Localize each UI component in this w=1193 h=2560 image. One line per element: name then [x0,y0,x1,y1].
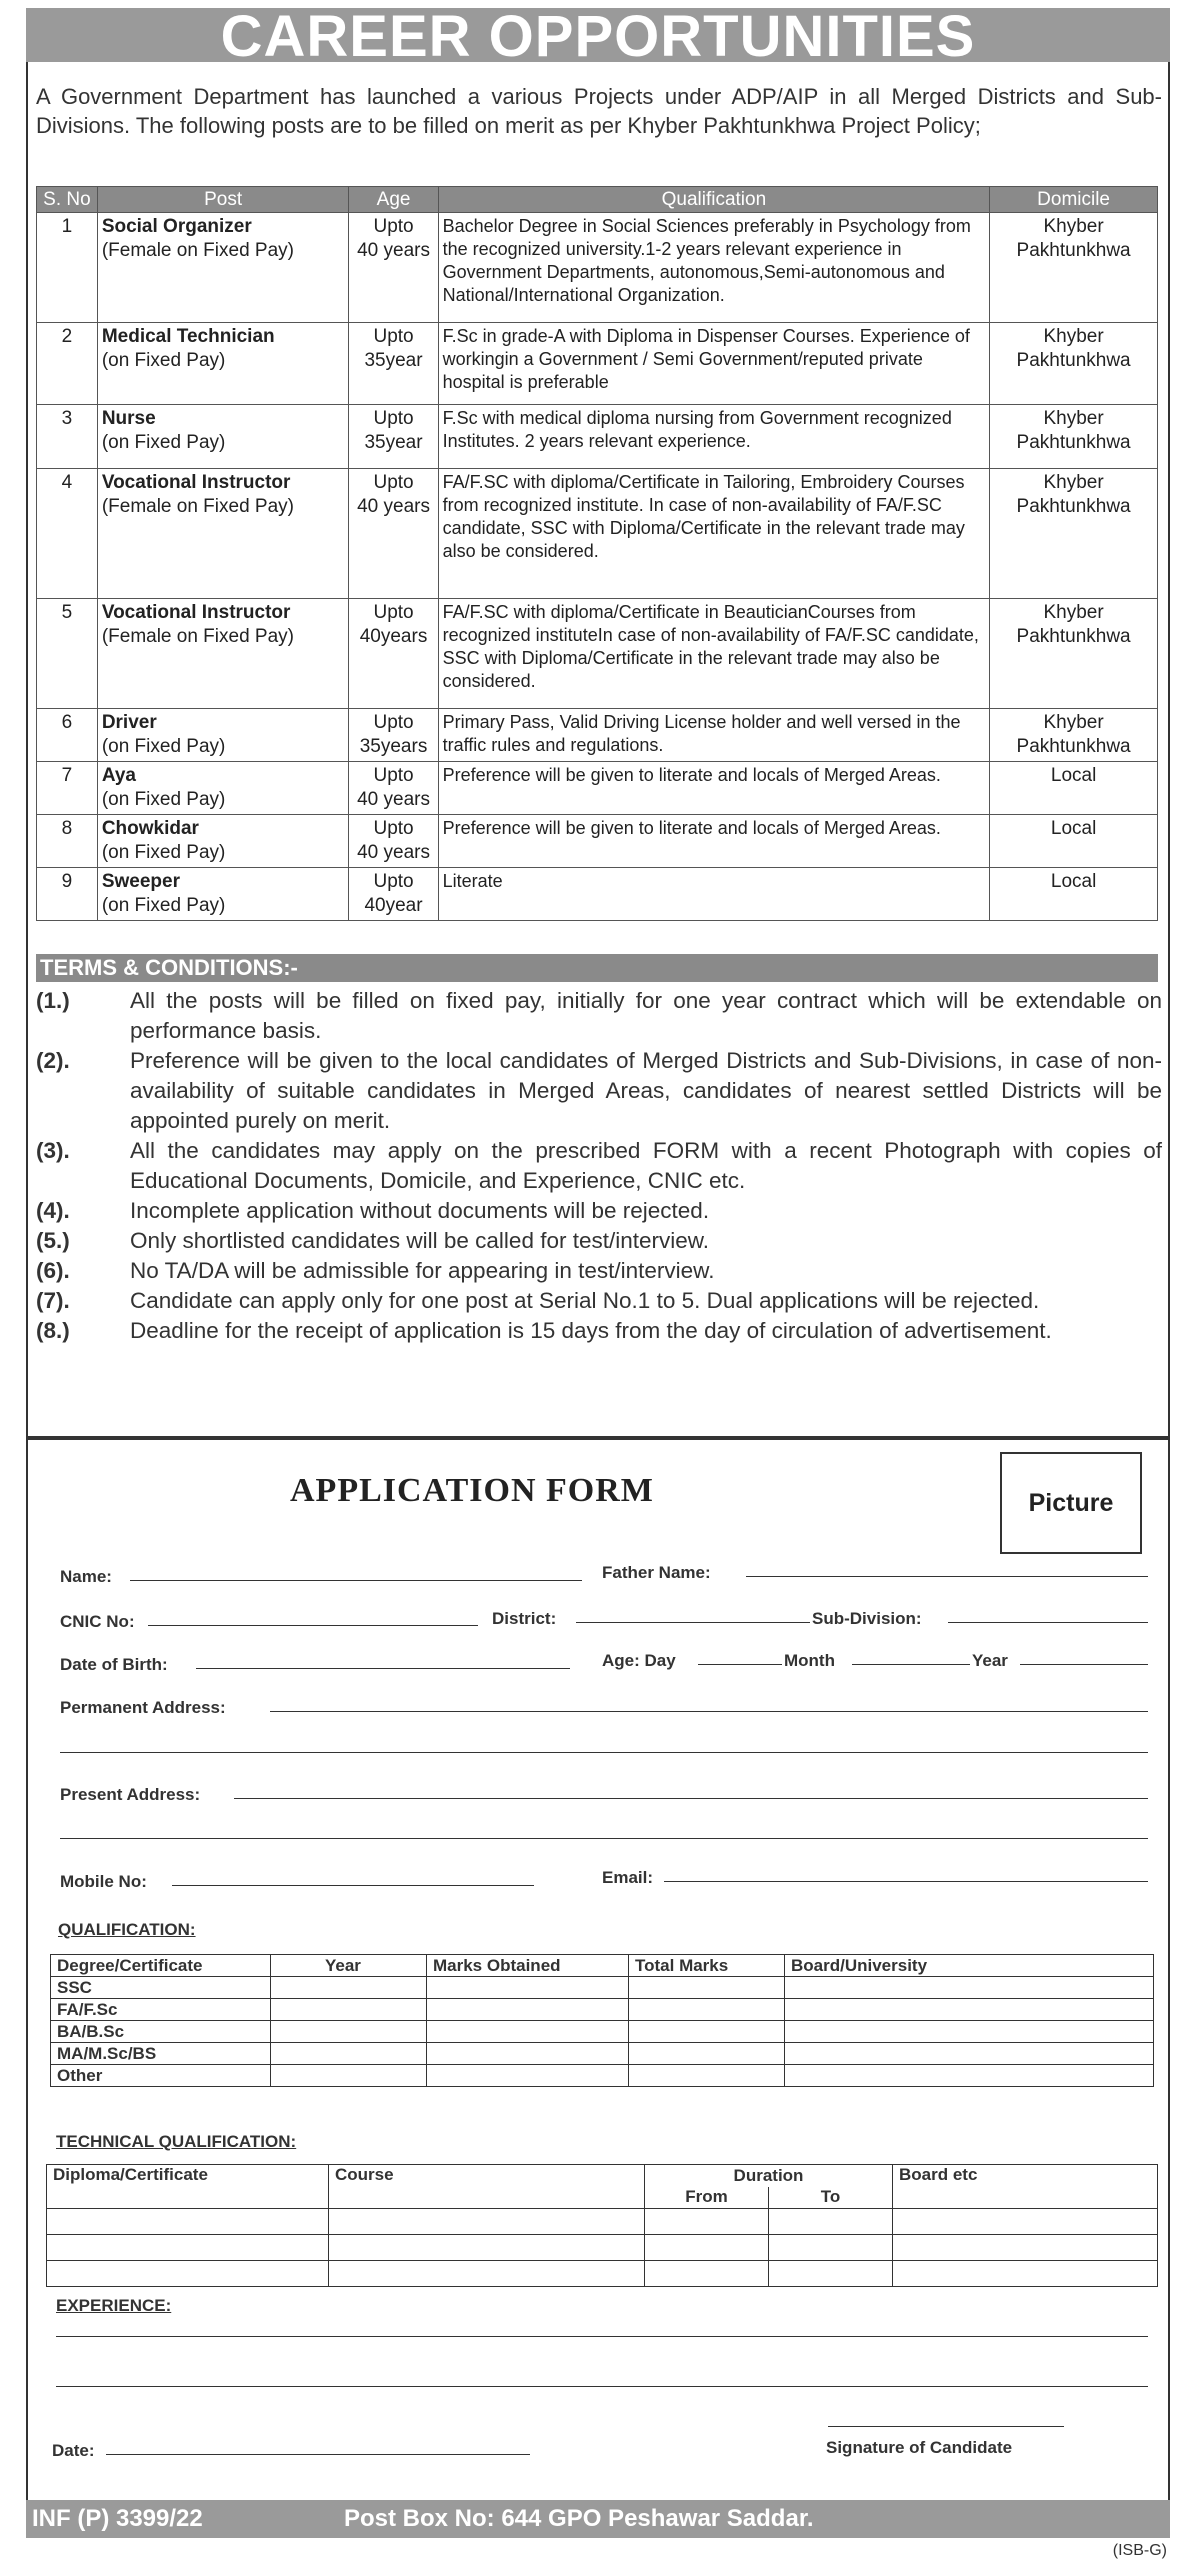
qual-year-cell[interactable] [271,2021,427,2043]
domicile-cell [990,405,1158,469]
district-field[interactable] [576,1622,810,1623]
tech-to-cell[interactable] [769,2209,893,2235]
domicile-cell [990,469,1158,599]
domicile-line-1: Local [1050,871,1097,892]
qual-total-cell[interactable] [629,1999,785,2021]
qualification-row [51,2043,1154,2065]
domicile-cell [990,709,1158,762]
post-name: Driver [101,712,157,733]
tech-header-course: Course [329,2165,645,2209]
post-pay: (on Fixed Pay) [101,736,226,757]
domicile-line-1: Local [1050,765,1097,786]
term-number: (6). [36,1258,70,1283]
qual-marks-cell[interactable] [427,1977,629,1999]
domicile-line-2: Pakhtunkhwa [1016,626,1131,647]
signature-label: Signature of Candidate [826,2438,1013,2457]
age-cell [349,405,438,469]
qual-total-cell[interactable] [629,2021,785,2043]
age-day-field[interactable] [698,1664,782,1665]
domicile-line-1: Khyber [1043,712,1104,733]
post-cell [97,469,349,599]
term-number: (7). [36,1288,70,1313]
age-cell [349,815,438,868]
age-upto: Upto [373,408,414,429]
tech-header-diploma: Diploma/Certificate [47,2165,329,2209]
qualification-row [51,1977,1154,1999]
qualification-cell: F.Sc with medical diploma nursing from Government recognized Institutes. 2 years relevant experience. [438,405,990,469]
footer-bar [26,2500,1170,2538]
post-name: Aya [101,765,136,786]
domicile-cell [990,868,1158,921]
age-cell [349,323,438,405]
date-label: Date: [52,2441,95,2460]
post-row [37,815,1158,868]
term-text: No TA/DA will be admissible for appearing in test/interview. [130,1258,715,1283]
name-field[interactable] [130,1580,582,1581]
term-number: (4). [36,1198,70,1223]
age-cell [349,213,438,323]
tech-header-duration: Duration [645,2165,893,2187]
tech-from-cell[interactable] [645,2209,769,2235]
post-sno: 9 [37,868,98,921]
post-row [37,213,1158,323]
tech-from-cell[interactable] [645,2261,769,2287]
post-row [37,762,1158,815]
age-limit: 40years [359,626,428,647]
term-item [36,986,1162,1046]
age-upto: Upto [373,818,414,839]
post-sno: 8 [37,815,98,868]
post-pay: (Female on Fixed Pay) [101,626,294,647]
qual-header-year: Year [271,1955,427,1977]
header-sno: S. No [37,187,98,213]
qual-board-cell[interactable] [785,2065,1154,2087]
date-field[interactable] [106,2454,530,2455]
tech-to-cell[interactable] [769,2235,893,2261]
technical-row [47,2209,1158,2235]
technical-qualification-heading: TECHNICAL QUALIFICATION: [56,2132,297,2151]
month-label: Month [784,1651,835,1670]
tech-header-board: Board etc [893,2165,1158,2209]
post-cell [97,762,349,815]
domicile-line-2: Pakhtunkhwa [1016,350,1131,371]
age-limit: 40 years [357,240,430,261]
domicile-cell [990,323,1158,405]
domicile-cell [990,599,1158,709]
post-name: Nurse [101,408,156,429]
post-pay: (on Fixed Pay) [101,350,226,371]
age-cell [349,709,438,762]
qual-total-cell[interactable] [629,2065,785,2087]
term-text: Only shortlisted candidates will be called for test/interview. [130,1228,710,1253]
permanent-address-label: Permanent Address: [60,1698,226,1717]
picture-box: Picture [1000,1452,1142,1554]
post-name: Chowkidar [101,818,199,839]
dob-label: Date of Birth: [60,1655,168,1674]
term-text: Preference will be given to the local candidates of Merged Districts and Sub-Divisions, in case of non-availability of suitable candidates in Merged Areas, candidates of nearest settled Districts will be appointed purely on merit. [130,1048,1162,1133]
age-upto: Upto [373,472,414,493]
inf-number: INF (P) 3399/22 [32,2505,203,2532]
qual-year-cell[interactable] [271,2065,427,2087]
qualification-degree: Other [51,2065,271,2087]
qual-board-cell[interactable] [785,1977,1154,1999]
tech-course-cell[interactable] [329,2235,645,2261]
term-number: (8.) [36,1318,70,1343]
age-upto: Upto [373,712,414,733]
post-pay: (on Fixed Pay) [101,432,226,453]
term-text: All the posts will be filled on fixed pay, initially for one year contract which will be extendable on performance basis. [130,988,1162,1043]
qual-marks-cell[interactable] [427,2065,629,2087]
cnic-field[interactable] [148,1625,478,1626]
father-name-field[interactable] [746,1576,1148,1577]
term-text: Deadline for the receipt of application is 15 days from the day of circulation of advertisement. [130,1318,1052,1343]
term-item [36,1136,1162,1196]
qual-year-cell[interactable] [271,1977,427,1999]
post-row [37,323,1158,405]
term-text: Candidate can apply only for one post at Serial No.1 to 5. Dual applications will be rejected. [130,1288,1040,1313]
qual-header-total: Total Marks [629,1955,785,1977]
post-sno: 5 [37,599,98,709]
qual-board-cell[interactable] [785,2021,1154,2043]
post-cell [97,405,349,469]
posts-table [36,186,1158,921]
domicile-line-2: Pakhtunkhwa [1016,736,1131,757]
qualification-degree: BA/B.Sc [51,2021,271,2043]
domicile-line-1: Khyber [1043,326,1104,347]
post-cell [97,213,349,323]
post-cell [97,599,349,709]
post-sno: 3 [37,405,98,469]
year-label: Year [972,1651,1008,1670]
tech-board-cell[interactable] [893,2209,1158,2235]
age-day-label: Age: Day [602,1651,676,1670]
post-row [37,709,1158,762]
qualification-cell: Literate [438,868,990,921]
terms-heading: TERMS & CONDITIONS:- [36,954,1158,982]
page-title: CAREER OPPORTUNITIES [26,8,1170,62]
tech-to-cell[interactable] [769,2261,893,2287]
domicile-cell [990,815,1158,868]
qualification-cell: FA/F.SC with diploma/Certificate in BeauticianCourses from recognized instituteIn case of non-availability of FA/F.SC candidate, SSC with Diploma/Certificate in the relevant trade may also be considered. [438,599,990,709]
tech-course-cell[interactable] [329,2261,645,2287]
term-item [36,1286,1162,1316]
post-name: Vocational Instructor [101,472,291,493]
qualification-row [51,2021,1154,2043]
age-upto: Upto [373,326,414,347]
age-limit: 35year [364,432,423,453]
terms-list [36,986,1162,1346]
tech-from-cell[interactable] [645,2235,769,2261]
section-divider [26,1436,1170,1440]
post-sno: 7 [37,762,98,815]
post-sno: 6 [37,709,98,762]
experience-line-1[interactable] [56,2336,1148,2337]
post-name: Sweeper [101,871,180,892]
intro-paragraph: A Government Department has launched a various Projects under ADP/AIP in all Merged Districts and Sub-Divisions. The following posts are to be filled on merit as per Khyber Pakhtunkhwa Project Policy; [36,84,1162,138]
post-pay: (on Fixed Pay) [101,895,226,916]
experience-line-2[interactable] [56,2386,1148,2387]
qualification-cell: Preference will be given to literate and locals of Merged Areas. [438,762,990,815]
age-limit: 40 years [357,842,430,863]
qualification-row [51,2065,1154,2087]
qual-total-cell[interactable] [629,2043,785,2065]
qualification-cell: Bachelor Degree in Social Sciences preferably in Psychology from the recognized university.1-2 years relevant experience in Government Departments, autonomous,Semi-autonomous and National/International Organization. [438,213,990,323]
term-item [36,1046,1162,1136]
qual-board-cell[interactable] [785,2043,1154,2065]
domicile-line-2: Pakhtunkhwa [1016,496,1131,517]
term-item [36,1226,1162,1256]
year-field[interactable] [1020,1664,1148,1665]
age-upto: Upto [373,216,414,237]
isb-tag: (ISB-G) [1112,2542,1167,2559]
qual-marks-cell[interactable] [427,2043,629,2065]
permanent-address-field[interactable] [270,1711,1148,1712]
dob-field[interactable] [196,1668,570,1669]
term-item [36,1316,1162,1346]
qualification-degree: FA/F.Sc [51,1999,271,2021]
domicile-line-1: Khyber [1043,408,1104,429]
post-row [37,405,1158,469]
age-limit: 40year [364,895,423,916]
term-text: Incomplete application without documents will be rejected. [130,1198,710,1223]
post-pay: (Female on Fixed Pay) [101,496,294,517]
domicile-cell [990,762,1158,815]
sub-division-field[interactable] [948,1622,1148,1623]
qualification-table [50,1954,1154,2087]
experience-heading: EXPERIENCE: [56,2296,172,2315]
post-cell [97,323,349,405]
post-cell [97,709,349,762]
tech-header-to: To [769,2187,893,2209]
qualification-heading: QUALIFICATION: [58,1920,196,1939]
term-text: All the candidates may apply on the prescribed FORM with a recent Photograph with copies of Educational Documents, Domicile, and Experience, CNIC etc. [130,1138,1162,1193]
technical-table [46,2164,1158,2287]
post-pay: (Female on Fixed Pay) [101,240,294,261]
mobile-label: Mobile No: [60,1872,147,1891]
header-domicile: Domicile [990,187,1158,213]
qual-header-marks: Marks Obtained [427,1955,629,1977]
header-age: Age [349,187,438,213]
header-qualification: Qualification [438,187,990,213]
post-sno: 4 [37,469,98,599]
age-cell [349,599,438,709]
email-label: Email: [602,1868,654,1887]
qual-year-cell[interactable] [271,1999,427,2021]
qual-marks-cell[interactable] [427,2021,629,2043]
age-upto: Upto [373,871,414,892]
qual-header-degree: Degree/Certificate [51,1955,271,1977]
age-limit: 40 years [357,496,430,517]
age-cell [349,762,438,815]
present-address-label: Present Address: [60,1785,201,1804]
post-pay: (on Fixed Pay) [101,789,226,810]
post-sno: 1 [37,213,98,323]
age-limit: 35year [364,350,423,371]
email-field[interactable] [664,1881,1148,1882]
qualification-cell: F.Sc in grade-A with Diploma in Dispenser Courses. Experience of workingin a Government / Semi Government/reputed private hospital is preferable [438,323,990,405]
permanent-address-line-2[interactable] [60,1752,1148,1753]
qualification-row [51,1999,1154,2021]
qual-total-cell[interactable] [629,1977,785,1999]
month-field[interactable] [852,1664,970,1665]
tech-course-cell[interactable] [329,2209,645,2235]
post-box: Post Box No: 644 GPO Peshawar Saddar. [344,2505,814,2532]
post-row [37,469,1158,599]
qual-board-cell[interactable] [785,1999,1154,2021]
technical-row [47,2235,1158,2261]
term-number: (5.) [36,1228,70,1253]
domicile-line-1: Khyber [1043,472,1104,493]
tech-diploma-cell[interactable] [47,2235,329,2261]
qualification-degree: SSC [51,1977,271,1999]
district-label: District: [492,1609,557,1628]
post-cell [97,868,349,921]
term-number: (1.) [36,988,70,1013]
age-cell [349,469,438,599]
domicile-line-1: Local [1050,818,1097,839]
qual-header-board: Board/University [785,1955,1154,1977]
signature-field[interactable] [828,2426,1064,2427]
father-name-label: Father Name: [602,1563,711,1582]
tech-board-cell[interactable] [893,2261,1158,2287]
qual-marks-cell[interactable] [427,1999,629,2021]
mobile-field[interactable] [172,1885,534,1886]
domicile-line-2: Pakhtunkhwa [1016,240,1131,261]
domicile-cell [990,213,1158,323]
post-pay: (on Fixed Pay) [101,842,226,863]
qualification-cell: FA/F.SC with diploma/Certificate in Tailoring, Embroidery Courses from recognized institute. In case of non-availability of FA/F.SC candidate, SSC with Diploma/Certificate in the relevant trade may also be considered. [438,469,990,599]
domicile-line-1: Khyber [1043,602,1104,623]
post-row [37,599,1158,709]
age-upto: Upto [373,602,414,623]
age-upto: Upto [373,765,414,786]
header-post: Post [97,187,349,213]
tech-header-from: From [645,2187,769,2209]
domicile-line-1: Khyber [1043,216,1104,237]
cnic-label: CNIC No: [60,1612,135,1631]
qualification-cell: Primary Pass, Valid Driving License holder and well versed in the traffic rules and regulations. [438,709,990,762]
qual-year-cell[interactable] [271,2043,427,2065]
post-name: Social Organizer [101,216,252,237]
technical-row [47,2261,1158,2287]
post-row [37,868,1158,921]
tech-diploma-cell[interactable] [47,2261,329,2287]
post-name: Vocational Instructor [101,602,291,623]
present-address-line-2[interactable] [60,1838,1148,1839]
age-cell [349,868,438,921]
qualification-cell: Preference will be given to literate and locals of Merged Areas. [438,815,990,868]
post-sno: 2 [37,323,98,405]
age-limit: 35years [359,736,428,757]
present-address-field[interactable] [234,1798,1148,1799]
term-item [36,1196,1162,1226]
qualification-degree: MA/M.Sc/BS [51,2043,271,2065]
tech-diploma-cell[interactable] [47,2209,329,2235]
tech-board-cell[interactable] [893,2235,1158,2261]
term-number: (2). [36,1048,70,1073]
form-title: APPLICATION FORM [290,1472,654,1509]
post-name: Medical Technician [101,326,275,347]
name-label: Name: [60,1567,112,1586]
post-cell [97,815,349,868]
domicile-line-2: Pakhtunkhwa [1016,432,1131,453]
term-number: (3). [36,1138,70,1163]
sub-division-label: Sub-Division: [812,1609,922,1628]
term-item [36,1256,1162,1286]
age-limit: 40 years [357,789,430,810]
